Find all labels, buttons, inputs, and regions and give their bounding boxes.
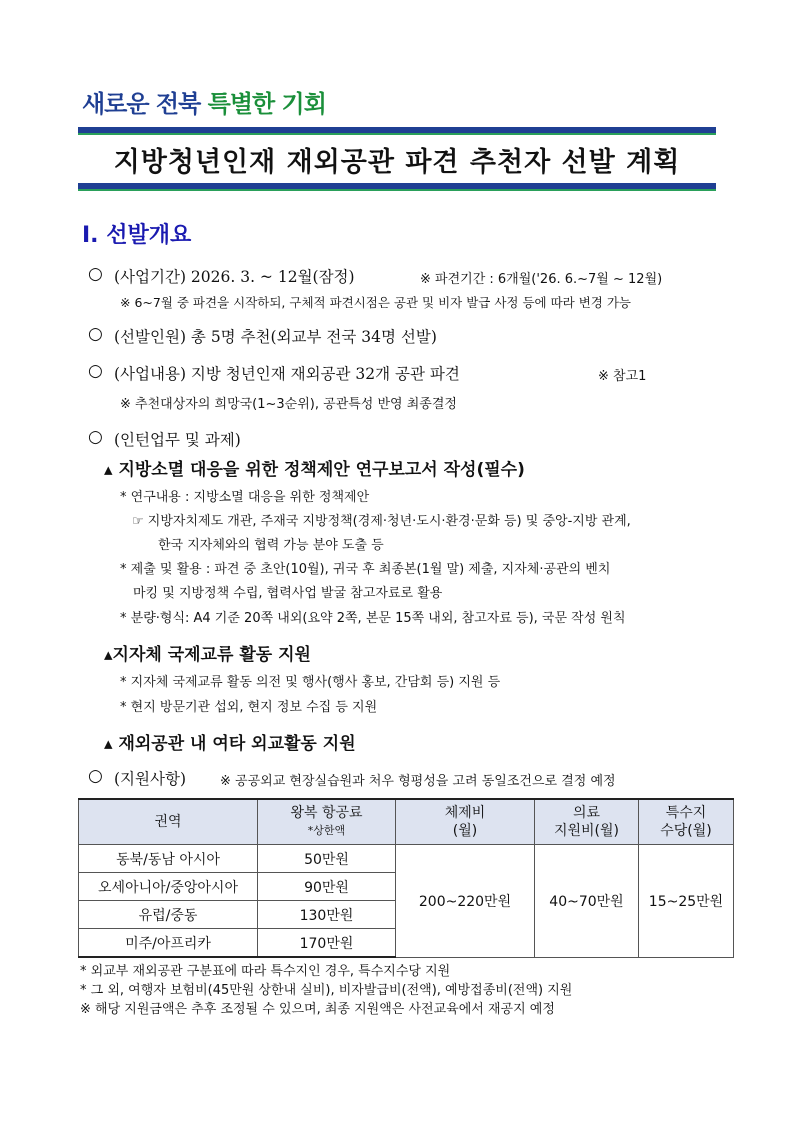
duty2-heading: ▴지자체 국제교류 활동 지원 — [104, 645, 311, 665]
slogan — [82, 84, 326, 119]
duty1-line: ☞ 지방자치제도 개관, 주재국 지방정책(경제·청년·도시·환경·문화 등) 및 중앙-지방 관계, — [132, 514, 631, 529]
bullet-circle: ○ — [88, 264, 103, 284]
cell-special: 15~25만원 — [639, 845, 734, 958]
title-rule-bottom-accent — [78, 189, 716, 191]
duty2-line: * 현지 방문기관 섭외, 현지 정보 수집 등 지원 — [120, 700, 378, 715]
content-sub: ※ 추천대상자의 희망국(1~3순위), 공관특성 반영 최종결정 — [120, 397, 457, 412]
cell-airfare: 50만원 — [258, 845, 396, 873]
duty1-line: 마킹 및 지방정책 수립, 협력사업 발굴 참고자료로 활용 — [133, 586, 443, 601]
header-region: 권역 — [79, 799, 258, 845]
slogan-part1: 새로운 전북 — [82, 90, 201, 118]
support-table — [78, 798, 734, 958]
content-note: ※ 참고1 — [598, 369, 647, 384]
header-airfare — [258, 799, 396, 845]
header-medical-line1: 의료 — [572, 805, 601, 821]
footnote: * 그 외, 여행자 보험비(45만원 상한내 실비), 비자발급비(전액), 예방접종비(전액) 지원 — [80, 983, 573, 998]
header-special — [639, 799, 734, 845]
cell-living: 200~220만원 — [396, 845, 535, 958]
table-row — [79, 845, 734, 873]
duty1-line: * 제출 및 활용 : 파견 중 초안(10월), 귀국 후 최종본(1월 말) 제출, 지자체·공관의 벤치 — [120, 562, 611, 577]
cell-region: 미주/아프리카 — [79, 929, 258, 958]
period-main: (사업기간) 2026. 3. ~ 12월(잠정) — [114, 268, 355, 286]
recruit-main: (선발인원) 총 5명 추천(외교부 전국 34명 선발) — [114, 328, 437, 346]
footnote: ※ 해당 지원금액은 추후 조정될 수 있으며, 최종 지원액은 사전교육에서 재공지 예정 — [80, 1002, 555, 1017]
bullet-circle: ○ — [88, 427, 103, 447]
header-airfare-label: 왕복 항공료 — [290, 805, 363, 821]
title-rule-top-accent — [78, 133, 716, 135]
cell-airfare: 130만원 — [258, 901, 396, 929]
support-note: ※ 공공외교 현장실습원과 처우 형평성을 고려 동일조건으로 결정 예정 — [220, 774, 616, 789]
header-living-line1: 체제비 — [444, 805, 486, 821]
duty1-heading: ▴ 지방소멸 대응을 위한 정책제안 연구보고서 작성(필수) — [104, 460, 525, 480]
cell-region: 오세아니아/중앙아시아 — [79, 873, 258, 901]
period-note: ※ 파견기간 : 6개월('26. 6.~7월 ~ 12월) — [420, 272, 663, 287]
table-header-row — [79, 799, 734, 845]
footnote: * 외교부 재외공관 구분표에 따라 특수지인 경우, 특수지수당 지원 — [80, 964, 451, 979]
bullet-circle: ○ — [88, 324, 103, 344]
cell-region: 동북/동남 아시아 — [79, 845, 258, 873]
duty1-line: 한국 지자체와의 협력 가능 분야 도출 등 — [158, 538, 384, 553]
header-medical — [535, 799, 639, 845]
section-heading: Ⅰ. 선발개요 — [82, 223, 192, 248]
bullet-circle: ○ — [88, 766, 103, 786]
support-main: (지원사항) — [114, 770, 186, 788]
duty3-heading: ▴ 재외공관 내 여타 외교활동 지원 — [104, 734, 356, 754]
header-living-line2: (월) — [452, 823, 478, 839]
cell-airfare: 90만원 — [258, 873, 396, 901]
cell-airfare: 170만원 — [258, 929, 396, 958]
header-special-line1: 특수지 — [665, 805, 707, 821]
header-living — [396, 799, 535, 845]
header-special-line2: 수당(월) — [660, 823, 712, 839]
bullet-circle: ○ — [88, 361, 103, 381]
cell-medical: 40~70만원 — [535, 845, 639, 958]
duty2-line: * 지자체 국제교류 활동 의전 및 행사(행사 홍보, 간담회 등) 지원 등 — [120, 675, 501, 690]
content-main: (사업내용) 지방 청년인재 재외공관 32개 공관 파견 — [114, 365, 460, 383]
header-airfare-sub: *상한액 — [307, 824, 346, 837]
duty1-line: * 연구내용 : 지방소멸 대응을 위한 정책제안 — [120, 490, 370, 505]
page-title: 지방청년인재 재외공관 파견 추천자 선발 계획 — [113, 147, 681, 178]
duty1-line: * 분량·형식: A4 기준 20쪽 내외(요약 2쪽, 본문 15쪽 내외, 참고자료 등), 국문 작성 원칙 — [120, 611, 626, 626]
slogan-part2: 특별한 기회 — [207, 90, 326, 118]
duty-main: (인턴업무 및 과제) — [114, 431, 241, 449]
cell-region: 유럽/중동 — [79, 901, 258, 929]
period-sub: ※ 6~7월 중 파견을 시작하되, 구체적 파견시점은 공관 및 비자 발급 사정 등에 따라 변경 가능 — [120, 295, 631, 310]
header-medical-line2: 지원비(월) — [553, 823, 620, 839]
